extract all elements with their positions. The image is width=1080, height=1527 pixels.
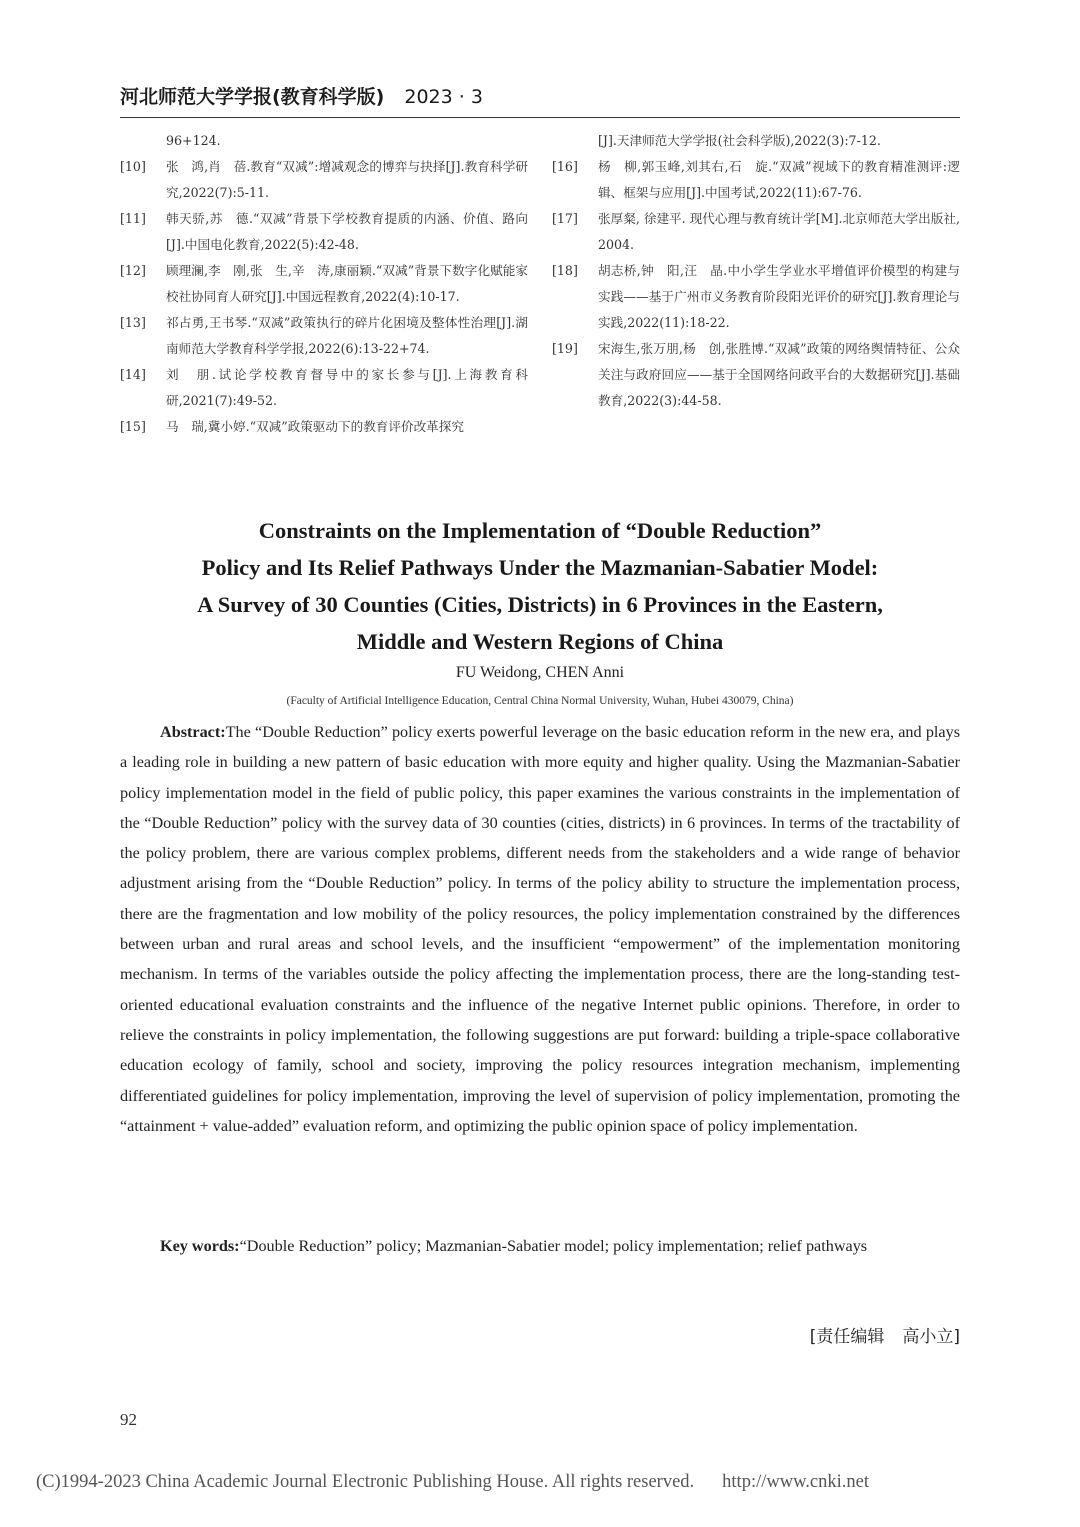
keywords-text: “Double Reduction” policy; Mazmanian-Sabatier model; policy implementation; relief pathways: [239, 1237, 868, 1255]
paper-title: [100, 512, 980, 660]
reference-item: [15] 马 瑞,冀小婷.“双减”政策驱动下的教育评价改革探究: [120, 419, 464, 434]
title-line: Constraints on the Implementation of “Double Reduction”: [258, 518, 822, 543]
page-number: 92: [120, 1410, 137, 1429]
abstract-label: Abstract:: [160, 723, 226, 741]
running-header: [120, 82, 960, 118]
footer-url[interactable]: http://www.cnki.net: [722, 1472, 869, 1492]
keywords: [120, 1231, 960, 1261]
reference-item: [19] 宋海生,张万朋,杨 创,张胜博.“双减”政策的网络舆情特征、公众关注与政府回应——基于全国网络问政平台的大数据研究[J].基础教育,2022(3):44-58.: [552, 341, 960, 408]
reference-item: [17] 张厚粲, 徐建平. 现代心理与教育统计学[M].北京师范大学出版社, 2004.: [552, 211, 960, 252]
authors: FU Weidong, CHEN Anni: [455, 664, 625, 681]
journal-name: 河北师范大学学报(教育科学版): [120, 86, 385, 108]
reference-item: 96+124.: [166, 133, 221, 148]
reference-item: [12] 顾理澜,李 刚,张 生,辛 涛,康丽颖.“双减”背景下数字化赋能家校社协同育人研究[J].中国远程教育,2022(4):10-17.: [120, 263, 528, 304]
reference-item: [13] 祁占勇,王书琴.“双减”政策执行的碎片化困境及整体性治理[J].湖南师范大学教育科学学报,2022(6):13-22+74.: [120, 315, 528, 356]
responsible-editor: [责任编辑 高小立]: [809, 1327, 960, 1347]
copyright-footer: [36, 1472, 869, 1493]
copyright-text: (C)1994-2023 China Academic Journal Electronic Publishing House. All rights reserved.: [36, 1472, 695, 1492]
reference-item: [14] 刘 朋.试论学校教育督导中的家长参与[J].上海教育科研,2021(7):49-52.: [120, 367, 528, 408]
reference-item: [16] 杨 柳,郭玉峰,刘其右,石 旋.“双减”视域下的教育精准测评:逻辑、框架与应用[J].中国考试,2022(11):67-76.: [552, 159, 960, 200]
reference-item: [11] 韩天骄,苏 德.“双减”背景下学校教育提质的内涵、价值、路向[J].中国电化教育,2022(5):42-48.: [120, 211, 528, 252]
issue-number: 2023 · 3: [404, 86, 483, 108]
references-left-column: [120, 128, 528, 440]
reference-item: [J].天津师范大学学报(社会科学版),2022(3):7-12.: [598, 133, 881, 148]
title-line: Middle and Western Regions of China: [356, 629, 724, 654]
abstract-text: The “Double Reduction” policy exerts powerful leverage on the basic education reform in the new era, and plays a leading role in building a new pattern of basic education with more equity and higher quality. Using the Mazmanian-Sabatier policy implementation model in the field of public policy, this paper examines the various constraints in the implementation of the “Double Reduction” policy with the survey data of 30 counties (cities, districts) in 6 provinces. In terms of the tractability of the policy problem, there are various complex problems, different needs from the stakeholders and a wide range of behavior adjustment arising from the “Double Reduction” policy. In terms of the policy ability to structure the implementation process, there are the fragmentation and low mobility of the policy resources, the policy implementation constrained by the differences between urban and rural areas and school levels, and the insufficient “empowerment” of the implementation monitoring mechanism. In terms of the variables outside the policy affecting the implementation process, there are the long-standing test-oriented educational evaluation constraints and the influence of the negative Internet public opinions. Therefore, in order to relieve the constraints in policy implementation, the following suggestions are put forward: building a triple-space collaborative education ecology of family, school and society, improving the policy resources integration mechanism, implementing differentiated guidelines for policy implementation, improving the level of supervision of policy implementation, promoting the “attainment + value-added” evaluation reform, and optimizing the public opinion space of policy implementation.: [120, 723, 960, 1135]
reference-item: [18] 胡志桥,钟 阳,汪 晶.中小学生学业水平增值评价模型的构建与实践——基于广州市义务教育阶段阳光评价的研究[J].教育理论与实践,2022(11):18-22.: [552, 263, 960, 330]
keywords-label: Key words:: [160, 1237, 240, 1255]
title-line: Policy and Its Relief Pathways Under the Mazmanian-Sabatier Model:: [201, 555, 879, 580]
affiliation: (Faculty of Artificial Intelligence Education, Central China Normal University, Wuhan, Hubei 430079, China): [286, 695, 794, 707]
title-line: A Survey of 30 Counties (Cities, Districts) in 6 Provinces in the Eastern,: [197, 592, 883, 617]
references-right-column: [552, 128, 960, 414]
abstract: [120, 717, 960, 1141]
reference-item: [10] 张 鸿,肖 蓓.教育“双减”:增减观念的博弈与抉择[J].教育科学研究,2022(7):5-11.: [120, 159, 528, 200]
